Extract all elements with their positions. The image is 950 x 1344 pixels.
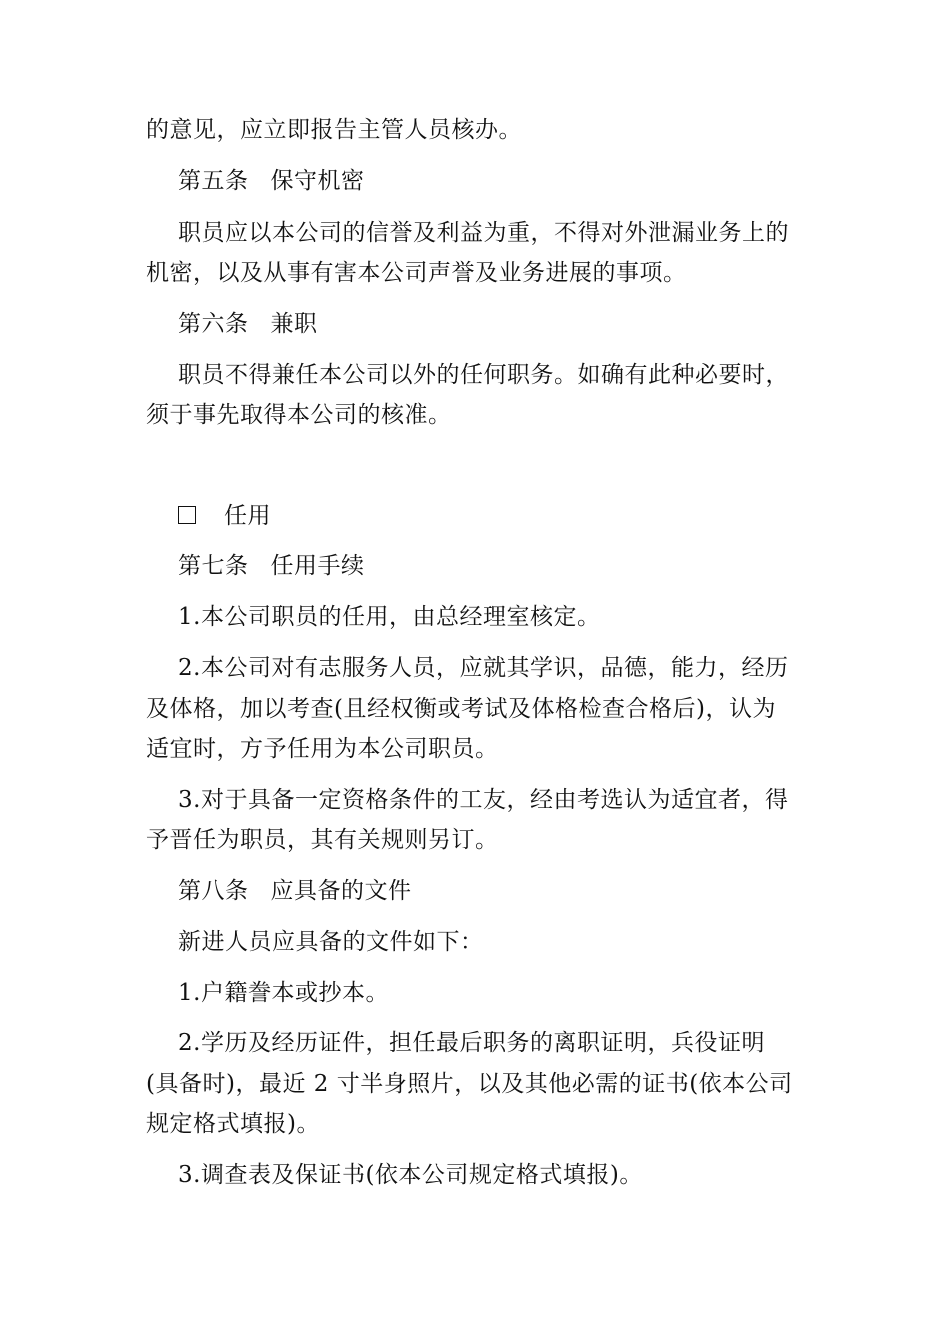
- article-heading-7: [178, 552, 365, 580]
- section-heading: [178, 502, 271, 530]
- list-item: 2.本公司对有志服务人员，应就其学识，品德，能力，经历: [178, 655, 789, 681]
- list-item: 3.对于具备一定资格条件的工友，经由考选认为适宜者，得: [178, 787, 789, 813]
- paragraph-line: 职员应以本公司的信誉及利益为重，不得对外泄漏业务上的: [178, 220, 789, 246]
- article-title: 保守机密: [270, 168, 365, 194]
- checkbox-icon: [178, 506, 196, 524]
- article-number: 第八条: [178, 878, 249, 904]
- paragraph-line: 适宜时，方予任用为本公司职员。: [146, 736, 499, 762]
- paragraph-line: 规定格式填报)。: [146, 1111, 320, 1137]
- article-heading-6: [178, 310, 318, 338]
- paragraph-line: (具备时)，最近 2 寸半身照片，以及其他必需的证书(依本公司: [146, 1071, 793, 1097]
- list-item: 2.学历及经历证件，担任最后职务的离职证明，兵役证明: [178, 1030, 765, 1056]
- article-number: 第六条: [178, 311, 249, 337]
- article-heading-5: [178, 167, 365, 195]
- article-title: 任用手续: [270, 553, 365, 579]
- article-number: 第五条: [178, 168, 249, 194]
- section-title: 任用: [224, 503, 271, 529]
- article-heading-8: [178, 877, 412, 905]
- article-number: 第七条: [178, 553, 249, 579]
- list-item: 1.户籍誊本或抄本。: [178, 980, 389, 1006]
- paragraph-line: 须于事先取得本公司的核准。: [146, 402, 452, 428]
- paragraph-line: 的意见，应立即报告主管人员核办。: [146, 117, 522, 143]
- paragraph-line: 机密，以及从事有害本公司声誉及业务进展的事项。: [146, 260, 687, 286]
- article-title: 应具备的文件: [270, 878, 412, 904]
- paragraph-line: 新进人员应具备的文件如下：: [178, 929, 484, 955]
- paragraph-line: 及体格，加以考查(且经权衡或考试及体格检查合格后)，认为: [146, 696, 776, 722]
- paragraph-line: 职员不得兼任本公司以外的任何职务。如确有此种必要时，: [178, 362, 789, 388]
- list-item: 3.调查表及保证书(依本公司规定格式填报)。: [178, 1162, 643, 1188]
- list-item: 1.本公司职员的任用，由总经理室核定。: [178, 604, 601, 630]
- article-title: 兼职: [270, 311, 318, 337]
- paragraph-line: 予晋任为职员，其有关规则另订。: [146, 827, 499, 853]
